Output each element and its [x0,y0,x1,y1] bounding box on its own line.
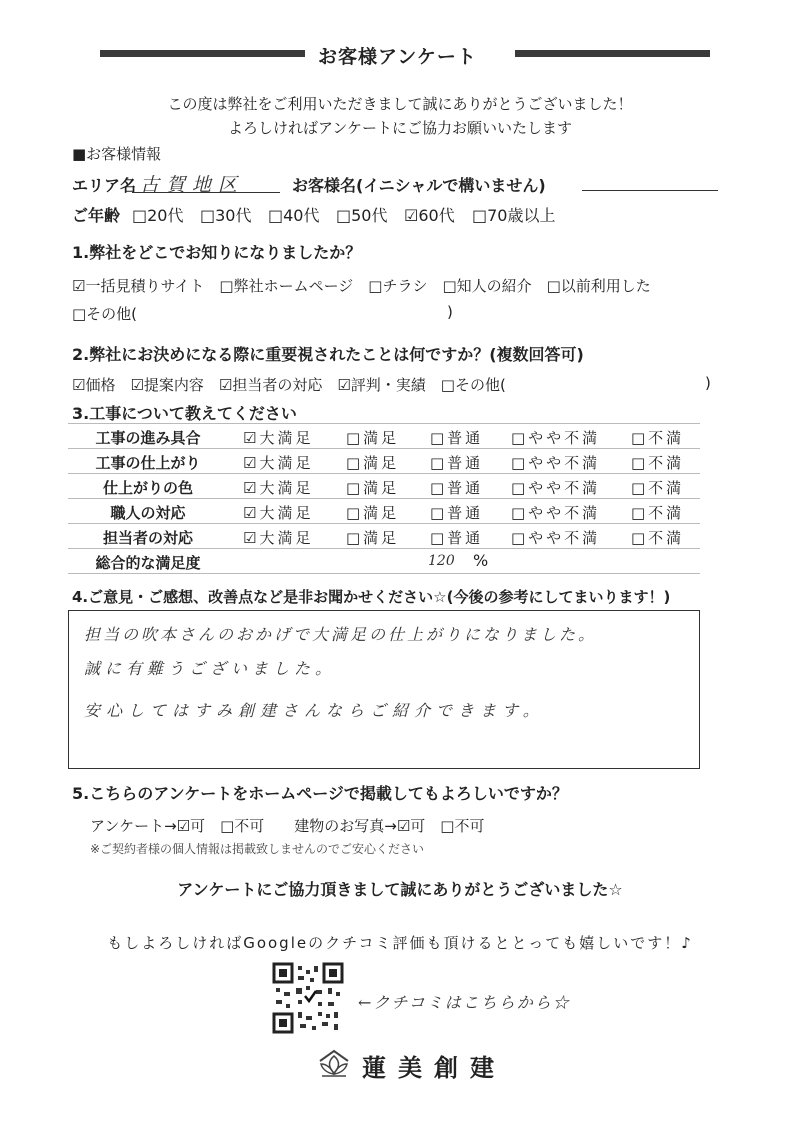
q3-opt-dissatisfied[interactable]: □不満 [631,504,685,522]
q3-row-overall [68,550,700,574]
q5-note: ※ご契約者様の個人情報は掲載致しませんのでご安心ください [90,842,425,856]
age-option-20[interactable]: □20代 [132,206,184,225]
name-underline[interactable] [582,190,718,191]
q2-title: 2.弊社にお決めになる際に重要視されたことは何ですか？(複数回答可) [72,345,584,364]
q3-row-finish [68,450,700,474]
q5-answer[interactable]: アンケート→☑可 □不可 建物のお写真→☑可 □不可 [90,817,485,835]
google-review-request: もしよろしければGoogleのクチコミ評価も頂けるととっても嬉しいです！♪ [107,934,693,952]
q3-opt-dissatisfied[interactable]: □不満 [631,454,685,472]
q3-opt-satisfied[interactable]: □満足 [346,529,400,547]
q3-row-label: 仕上がりの色 [102,479,193,497]
q4-comment-line-2: 誠に有難うございました。 [84,659,337,678]
q3-row-staff [68,525,700,549]
q1-title: 1.弊社をどこでお知りになりましたか？ [72,243,362,262]
row-sep-3 [68,498,700,499]
q3-row-color [68,475,700,499]
review-qr-code-icon[interactable] [272,962,344,1034]
q3-opt-normal[interactable]: □普通 [430,504,484,522]
q3-opt-dissatisfied[interactable]: □不満 [631,429,685,447]
q3-overall-unit: % [473,551,489,570]
title-bar-left [100,50,305,57]
customer-section-label: ■お客様情報 [72,145,162,163]
q3-opt-very-satisfied[interactable]: ☑大満足 [243,454,314,472]
q1-other-close: ) [447,303,453,321]
q3-opt-normal[interactable]: □普通 [430,454,484,472]
q3-overall-label: 総合的な満足度 [95,554,201,572]
q3-opt-dissatisfied[interactable]: □不満 [631,529,685,547]
q3-opt-very-satisfied[interactable]: ☑大満足 [243,504,314,522]
area-label: エリア名 [72,176,137,195]
row-sep-1 [68,448,700,449]
thanks-message: アンケートにご協力頂きまして誠にありがとうございました☆ [177,880,623,899]
q3-opt-normal[interactable]: □普通 [430,429,484,447]
q3-opt-very-satisfied[interactable]: ☑大満足 [243,429,314,447]
intro-line-1: この度は弊社をご利用いただきまして誠にありがとうございました！ [167,95,633,113]
q3-opt-satisfied[interactable]: □満足 [346,504,400,522]
q3-row-label: 工事の進み具合 [95,429,201,447]
q3-row-label: 担当者の対応 [102,529,193,547]
q3-opt-dissatisfied[interactable]: □不満 [631,479,685,497]
q3-opt-somewhat-dissatisfied[interactable]: □やや不満 [511,429,601,447]
age-option-50[interactable]: □50代 [336,206,388,225]
name-label: お客様名(イニシャルで構いません) [292,176,546,195]
row-sep-2 [68,473,700,474]
q2-other-close: ) [705,374,711,392]
row-sep-5 [68,548,700,549]
age-option-40[interactable]: □40代 [268,206,320,225]
q3-opt-normal[interactable]: □普通 [430,529,484,547]
q3-opt-normal[interactable]: □普通 [430,479,484,497]
q4-title: 4.ご意見・ご感想、改善点など是非お聞かせください☆(今後の参考にしてまいります！) [72,588,671,606]
q3-row-craftsman [68,500,700,524]
row-sep-0 [68,423,700,424]
q3-opt-somewhat-dissatisfied[interactable]: □やや不満 [511,454,601,472]
q2-options[interactable]: ☑価格 ☑提案内容 ☑担当者の対応 ☑評判・実績 □その他( [72,376,506,394]
q1-options[interactable]: ☑一括見積りサイト □弊社ホームページ □チラシ □知人の紹介 □以前利用した [72,277,651,295]
q3-opt-satisfied[interactable]: □満足 [346,479,400,497]
row-sep-4 [68,523,700,524]
q3-row-label: 職人の対応 [110,504,186,522]
q3-row-progress [68,425,700,449]
area-underline [132,192,280,193]
q3-overall-value[interactable]: 120 [428,553,455,569]
q3-opt-satisfied[interactable]: □満足 [346,454,400,472]
intro-line-2: よろしければアンケートにご協力お願いいたします [227,119,573,137]
q1-other-open[interactable]: □その他( [72,305,138,323]
q4-comment-line-1: 担当の吹本さんのおかげで大満足の仕上がりになりました。 [84,625,598,644]
q3-opt-somewhat-dissatisfied[interactable]: □やや不満 [511,529,601,547]
brand-name: 蓮美創建 [362,1053,506,1082]
age-option-70[interactable]: □70歳以上 [472,206,556,225]
q3-opt-very-satisfied[interactable]: ☑大満足 [243,529,314,547]
q3-opt-somewhat-dissatisfied[interactable]: □やや不満 [511,479,601,497]
age-option-30[interactable]: □30代 [200,206,252,225]
q3-title: 3.工事について教えてください [72,404,297,423]
q3-opt-very-satisfied[interactable]: ☑大満足 [243,479,314,497]
row-sep-6 [68,573,700,574]
q3-row-label: 工事の仕上がり [95,454,201,472]
age-option-60[interactable]: ☑60代 [404,206,455,225]
title-bar-right [515,50,710,57]
q3-opt-somewhat-dissatisfied[interactable]: □やや不満 [511,504,601,522]
page-title: お客様アンケート [318,46,477,68]
q4-comment-line-3: 安心してはすみ創建さんならご紹介できます。 [84,701,545,720]
age-label: ご年齢 [72,206,121,225]
area-field[interactable]: 古賀地区 [140,174,245,196]
qr-caption: ←クチコミはこちらから☆ [358,993,571,1012]
q5-title: 5.こちらのアンケートをホームページで掲載してもよろしいですか？ [72,784,568,803]
q3-opt-satisfied[interactable]: □満足 [346,429,400,447]
lotus-logo-icon [316,1047,352,1079]
